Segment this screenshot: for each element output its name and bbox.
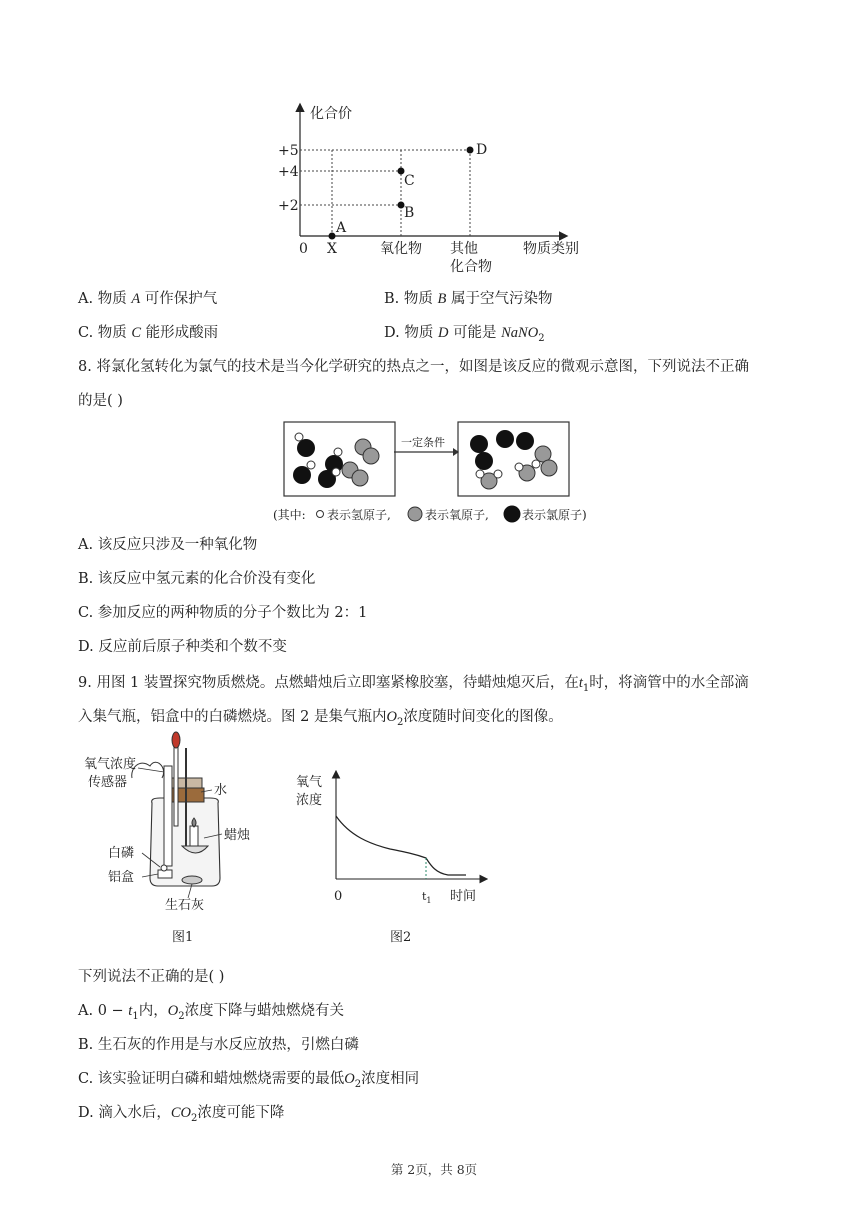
q9-question: 下列说法不正确的是( ) xyxy=(78,969,225,985)
page-footer: 第 2页，共 8页 xyxy=(390,1162,478,1177)
valence-chart xyxy=(270,95,600,280)
fig2-y-label-2: 浓度 xyxy=(296,793,323,808)
label-aluminum-box: 铝盒 xyxy=(108,870,135,885)
fig2-y-label-1: 氧气 xyxy=(296,775,323,790)
oxygen-curve xyxy=(336,816,466,875)
legend-o: 表示氧原子, xyxy=(425,508,489,522)
q8-option-a: A. 该反应只涉及一种氧化物 xyxy=(78,537,258,553)
fig2-t1-label: $t_1$ xyxy=(422,890,432,905)
x-tick-oxide: 氧化物 xyxy=(380,241,422,257)
x-axis-label: 物质类别 xyxy=(523,241,579,257)
q9-stem-line1: 9. 用图 1 装置探究物质燃烧。点燃蜡烛后立即塞紧橡胶塞，待蜡烛熄灭后，在$t_1$时，将滴管中的水全部滴 xyxy=(78,675,749,694)
tick-plus2: +2 xyxy=(278,198,299,214)
legend-h: 表示氢原子, xyxy=(327,508,391,522)
label-a: A xyxy=(336,220,347,236)
figure1-apparatus xyxy=(70,728,270,948)
figure2-oxygen-chart xyxy=(290,762,500,948)
x-tick-other-1: 其他 xyxy=(450,241,478,257)
label-c: C xyxy=(404,173,415,189)
fig2-x-label: 时间 xyxy=(450,889,477,904)
q8-option-b: B. 该反应中氢元素的化合价没有变化 xyxy=(78,571,316,587)
fig2-origin: 0 xyxy=(334,889,343,904)
y-axis-label: 化合价 xyxy=(310,106,352,122)
q7-option-a: A. 物质 A 可作保护气 xyxy=(78,291,218,307)
label-d: D xyxy=(476,142,488,158)
legend-prefix: (其中: xyxy=(273,508,306,522)
point-d xyxy=(467,147,474,154)
q9-stem-line2: 入集气瓶，铝盒中的白磷燃烧。图 2 是集气瓶内$O_2$浓度随时间变化的图像。 xyxy=(78,709,563,728)
label-oxygen-sensor-2: 传感器 xyxy=(88,775,128,790)
tick-plus4: +4 xyxy=(278,164,299,180)
label-candle: 蜡烛 xyxy=(224,828,251,843)
q9-option-a: A. $0 - t_1$内，$O_2$浓度下降与蜡烛燃烧有关 xyxy=(78,1003,345,1022)
origin-label: 0 xyxy=(299,241,308,257)
q7-option-c: C. 物质 C 能形成酸雨 xyxy=(78,325,219,341)
guide-lines xyxy=(300,150,470,236)
label-oxygen-sensor-1: 氧气浓度 xyxy=(84,757,137,772)
figure1-caption: 图1 xyxy=(172,930,194,945)
x-tick-other-2: 化合物 xyxy=(450,259,492,275)
label-water: 水 xyxy=(214,783,228,798)
q8-stem-line1: 8. 将氯化氢转化为氯气的技术是当今化学研究的热点之一，如图是该反应的微观示意图，下列说法不正确 xyxy=(78,359,749,375)
legend-cl: 表示氯原子) xyxy=(522,508,587,522)
q9-option-b: B. 生石灰的作用是与水反应放热，引燃白磷 xyxy=(78,1037,359,1053)
q8-stem-line2: 的是( ) xyxy=(78,393,123,409)
label-white-phosphorus: 白磷 xyxy=(108,846,135,861)
label-b: B xyxy=(404,205,415,221)
tick-plus5: +5 xyxy=(278,143,299,159)
arrow-label: 一定条件 xyxy=(401,436,445,449)
figure2-caption: 图2 xyxy=(390,930,412,945)
q7-option-b: B. 物质 B 属于空气污染物 xyxy=(384,291,553,307)
reaction-diagram xyxy=(270,412,600,524)
label-quicklime: 生石灰 xyxy=(165,898,205,913)
x-tick-x: X xyxy=(327,241,337,257)
q8-option-d: D. 反应前后原子种类和个数不变 xyxy=(78,639,287,655)
q8-option-c: C. 参加反应的两种物质的分子个数比为 2：1 xyxy=(78,605,368,621)
point-a xyxy=(329,233,336,240)
q9-option-d: D. 滴入水后，$CO_2$浓度可能下降 xyxy=(78,1105,285,1124)
q7-option-d: D. 物质 D 可能是 NaNO$_2$ xyxy=(384,325,545,344)
q9-option-c: C. 该实验证明白磷和蜡烛燃烧需要的最低$O_2$浓度相同 xyxy=(78,1071,420,1090)
